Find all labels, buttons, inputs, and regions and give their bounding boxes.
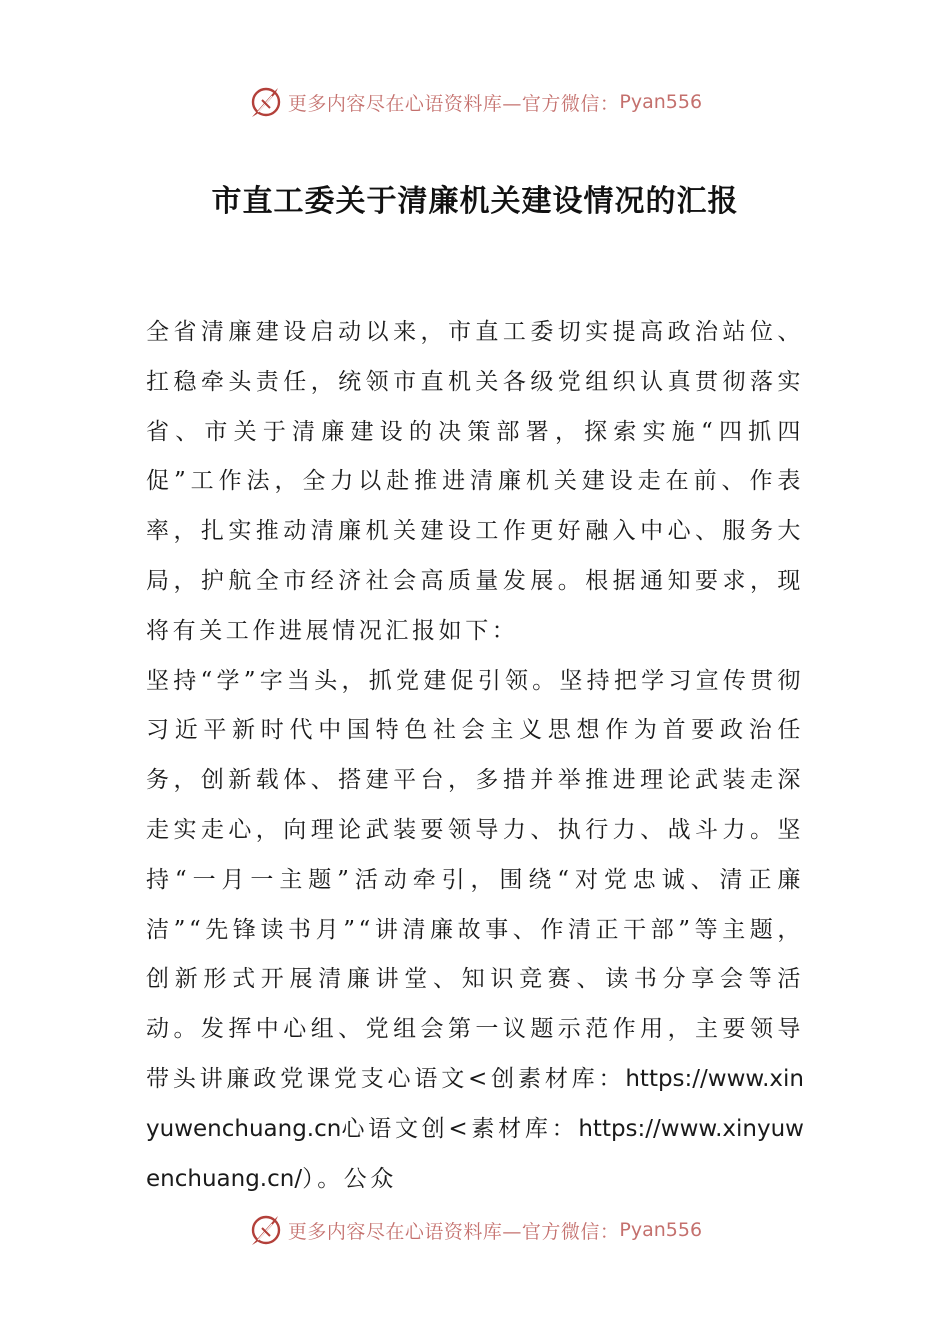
paragraph-intro: 全省清廉建设启动以来，市直工委切实提高政治站位、扛稳牵头责任，统领市直机关各级党组织认真贯彻落实省、市关于清廉建设的决策部署，探索实施“四抓四促”工作法，全力以赴推进清廉机关建设走在前、作表率，扎实推动清廉机关建设工作更好融入中心、服务大局，护航全市经济社会高质量发展。根据通知要求，现将有关工作进展情况汇报如下： [146,319,804,644]
source-url-link[interactable]: https://www.xinyuwenchuang.cn [146,1065,804,1142]
quill-logo-icon [248,1212,284,1248]
header-banner [0,82,950,122]
banner-text: 更多内容尽在心语资料库—官方微信： [287,1220,620,1243]
paragraph-study-end: ）。公众 [302,1165,397,1192]
banner-text: 更多内容尽在心语资料库—官方微信： [287,92,620,115]
wechat-id: Pyan556 [619,91,703,113]
document-title: 市直工委关于清廉机关建设情况的汇报 [211,184,739,219]
wechat-id: Pyan556 [619,1219,703,1241]
source-url-link-2[interactable]: https://www.xinyuwenchuang.cn/ [146,1115,804,1192]
paragraph-study [146,657,804,1205]
footer-banner [0,1210,950,1250]
paragraph-study-text: 坚持“学”字当头，抓党建促引领。坚持把学习宣传贯彻习近平新时代中国特色社会主义思想作为首要政治任务，创新载体、搭建平台，多措并举推进理论武装走深走实走心，向理论武装要领导力、执行力、战斗力。坚持“一月一主题”活动牵引，围绕“对党忠诚、清正廉洁”“先锋读书月”“讲清廉故事、作清正干部”等主题，创新形式开展清廉讲堂、知识竞赛、读书分享会等活动。发挥中心组、党组会第一议题示范作用，主要领导带头讲廉政党课党支心语文<创素材库： [146,667,804,1092]
paragraph-study-mid: 心语文创<素材库： [341,1115,579,1142]
document-body [146,308,804,1204]
quill-logo-icon [248,84,284,120]
